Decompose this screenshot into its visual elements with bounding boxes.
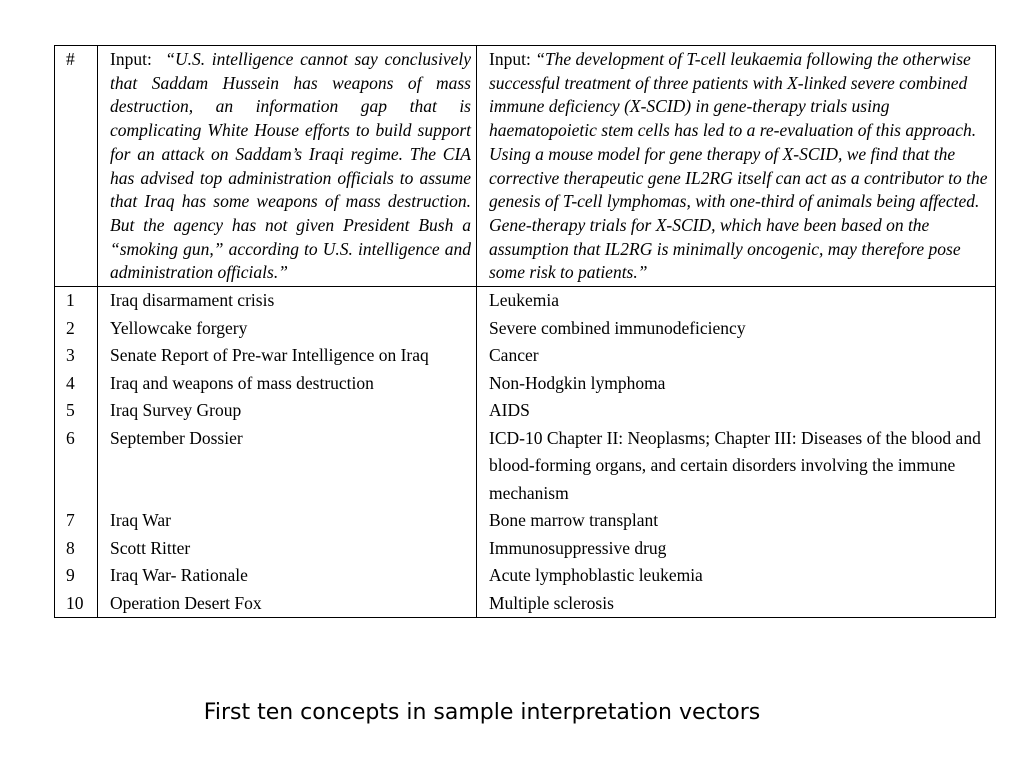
table-row [55, 315, 996, 343]
row-concept-a: Operation Desert Fox [98, 590, 477, 618]
row-num: 10 [55, 590, 98, 618]
row-num: 4 [55, 370, 98, 398]
row-concept-a: Yellowcake forgery [98, 315, 477, 343]
table-row [55, 287, 996, 315]
input-a-quote: “U.S. intelligence cannot say conclusively that Saddam Hussein has weapons of mass destruction, an information gap that is complicating White House efforts to build support for an attack on Saddam’s Iraqi regime. The CIA has advised top administration officials to assume that Iraq has some weapons of mass destruction. But the agency has not given President Bush a “smoking gun,” according to U.S. intelligence and administration officials.” [110, 49, 471, 283]
concepts-table [54, 45, 996, 618]
table-row [55, 535, 996, 563]
table-row [55, 397, 996, 425]
row-num: 7 [55, 507, 98, 535]
slide-caption: First ten concepts in sample interpretation vectors [203, 700, 761, 725]
row-concept-a: Iraq disarmament crisis [98, 287, 477, 315]
row-num: 1 [55, 287, 98, 315]
row-num: 8 [55, 535, 98, 563]
table-row [55, 507, 996, 535]
row-concept-b: Leukemia [477, 287, 996, 315]
header-input-a [98, 46, 477, 287]
row-concept-b: Multiple sclerosis [477, 590, 996, 618]
table-row [55, 425, 996, 508]
input-a-prefix: Input: [110, 49, 152, 69]
header-num: # [55, 46, 98, 287]
row-concept-b: Bone marrow transplant [477, 507, 996, 535]
table-row [55, 342, 996, 370]
row-num: 2 [55, 315, 98, 343]
row-num: 9 [55, 562, 98, 590]
row-concept-b: Immunosuppressive drug [477, 535, 996, 563]
row-concept-a: Iraq War- Rationale [98, 562, 477, 590]
header-input-b [477, 46, 996, 287]
row-num: 6 [55, 425, 98, 508]
table-header-row [55, 46, 996, 287]
row-concept-a: Senate Report of Pre-war Intelligence on Iraq [98, 342, 477, 370]
row-num: 3 [55, 342, 98, 370]
row-concept-a: September Dossier [98, 425, 477, 508]
input-b-prefix: Input: [489, 49, 531, 69]
table-row [55, 590, 996, 618]
row-concept-b: Severe combined immunodeficiency [477, 315, 996, 343]
row-concept-a: Iraq Survey Group [98, 397, 477, 425]
row-num: 5 [55, 397, 98, 425]
row-concept-b: AIDS [477, 397, 996, 425]
table-row [55, 562, 996, 590]
row-concept-a: Scott Ritter [98, 535, 477, 563]
row-concept-a: Iraq War [98, 507, 477, 535]
row-concept-b: Non-Hodgkin lymphoma [477, 370, 996, 398]
row-concept-a: Iraq and weapons of mass destruction [98, 370, 477, 398]
row-concept-b: Acute lymphoblastic leukemia [477, 562, 996, 590]
row-concept-b: Cancer [477, 342, 996, 370]
input-b-quote: “The development of T-cell leukaemia following the otherwise successful treatment of three patients with X-linked severe combined immune deficiency (X-SCID) in gene-therapy trials using haematopoietic stem cells has led to a re-evaluation of this approach. Using a mouse model for gene therapy of X-SCID, we find that the corrective therapeutic gene IL2RG itself can act as a contributor to the genesis of T-cell lymphomas, with one-third of animals being affected. Gene-therapy trials for X-SCID, which have been based on the assumption that IL2RG is minimally oncogenic, may therefore pose some risk to patients.” [489, 49, 988, 283]
table-row [55, 370, 996, 398]
row-concept-b: ICD-10 Chapter II: Neoplasms; Chapter III: Diseases of the blood and blood-forming organs, and certain disorders involving the immune mechanism [477, 425, 996, 508]
